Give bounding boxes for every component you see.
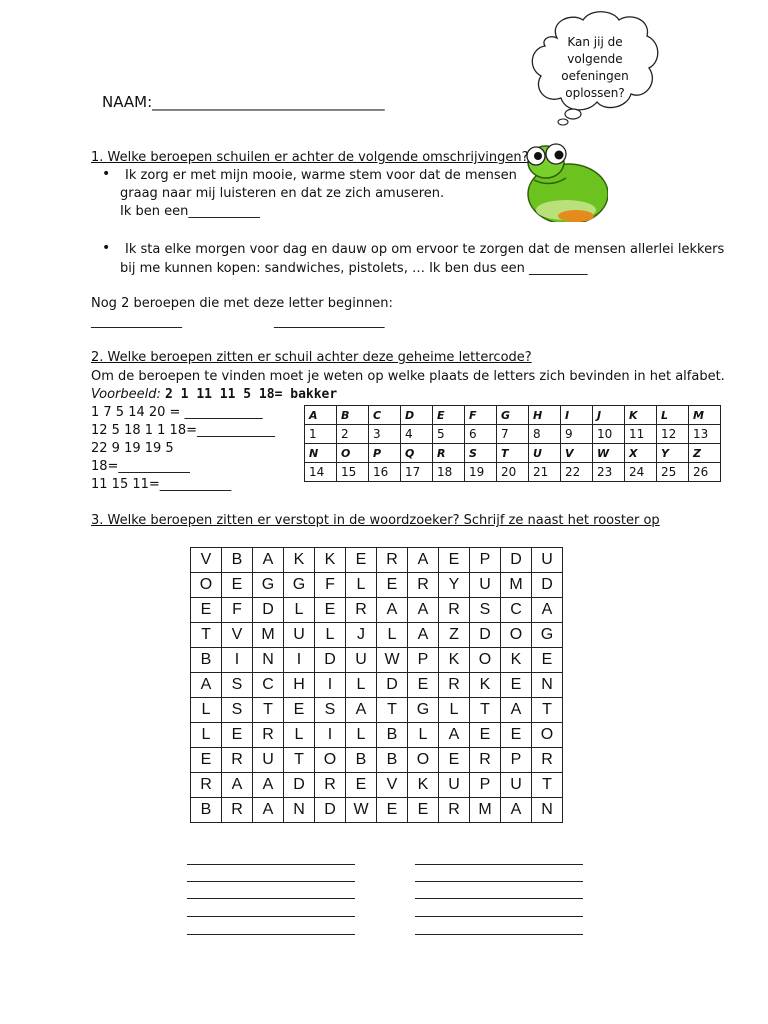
answer-line[interactable]	[187, 934, 355, 935]
grid-cell[interactable]: G	[408, 698, 439, 723]
grid-cell[interactable]: L	[315, 623, 346, 648]
grid-cell[interactable]: G	[532, 623, 563, 648]
grid-cell[interactable]: D	[532, 573, 563, 598]
grid-cell[interactable]: B	[377, 723, 408, 748]
grid-cell[interactable]: P	[408, 648, 439, 673]
grid-cell[interactable]: U	[501, 773, 532, 798]
grid-cell[interactable]: R	[222, 798, 253, 823]
alphabet-letter-cell: V	[561, 444, 593, 463]
grid-cell[interactable]: K	[408, 773, 439, 798]
grid-cell[interactable]: E	[315, 598, 346, 623]
grid-cell[interactable]: M	[470, 798, 501, 823]
q2-code-3-answer[interactable]: 18=___________	[91, 459, 190, 474]
grid-cell[interactable]: D	[377, 673, 408, 698]
grid-cell[interactable]: O	[191, 573, 222, 598]
alphabet-number-cell: 12	[657, 425, 689, 444]
alphabet-letter-cell: O	[337, 444, 369, 463]
grid-cell[interactable]: E	[222, 573, 253, 598]
grid-cell[interactable]: N	[253, 648, 284, 673]
grid-cell[interactable]: J	[346, 623, 377, 648]
alphabet-number-cell: 18	[433, 463, 465, 482]
grid-cell[interactable]: A	[501, 698, 532, 723]
alphabet-number-cell: 14	[305, 463, 337, 482]
alphabet-letter-cell: H	[529, 406, 561, 425]
alphabet-row-letters-1	[305, 406, 721, 425]
alphabet-number-cell: 13	[689, 425, 721, 444]
alphabet-letter-cell: K	[625, 406, 657, 425]
alphabet-letter-cell: R	[433, 444, 465, 463]
grid-cell[interactable]: H	[284, 673, 315, 698]
grid-row	[191, 623, 563, 648]
grid-cell[interactable]: V	[191, 548, 222, 573]
grid-cell[interactable]: V	[377, 773, 408, 798]
grid-row	[191, 748, 563, 773]
grid-cell[interactable]: E	[284, 698, 315, 723]
grid-cell[interactable]: D	[284, 773, 315, 798]
alphabet-number-cell: 7	[497, 425, 529, 444]
alphabet-number-cell: 1	[305, 425, 337, 444]
grid-row	[191, 798, 563, 823]
alphabet-letter-cell: E	[433, 406, 465, 425]
grid-cell[interactable]: E	[501, 723, 532, 748]
alphabet-number-cell: 26	[689, 463, 721, 482]
grid-cell[interactable]: A	[408, 623, 439, 648]
alphabet-number-cell: 10	[593, 425, 625, 444]
alphabet-row-numbers-2	[305, 463, 721, 482]
answer-line[interactable]	[187, 864, 355, 865]
grid-cell[interactable]: P	[501, 748, 532, 773]
grid-cell[interactable]: G	[284, 573, 315, 598]
grid-cell[interactable]: T	[532, 773, 563, 798]
alphabet-letter-cell: X	[625, 444, 657, 463]
word-search-grid	[190, 547, 563, 823]
grid-cell[interactable]: U	[439, 773, 470, 798]
grid-cell[interactable]: O	[532, 723, 563, 748]
grid-cell[interactable]: B	[346, 748, 377, 773]
alphabet-letter-cell: Y	[657, 444, 689, 463]
grid-cell[interactable]: T	[377, 698, 408, 723]
q2-code-1[interactable]: 1 7 5 14 20 = ____________	[91, 405, 263, 420]
answer-line[interactable]	[187, 916, 355, 917]
alphabet-letter-cell: B	[337, 406, 369, 425]
grid-cell[interactable]: P	[470, 548, 501, 573]
grid-cell[interactable]: O	[315, 748, 346, 773]
grid-cell[interactable]: L	[377, 623, 408, 648]
grid-cell[interactable]: R	[439, 798, 470, 823]
grid-row	[191, 598, 563, 623]
grid-cell[interactable]: E	[191, 598, 222, 623]
alphabet-number-cell: 11	[625, 425, 657, 444]
grid-cell[interactable]: E	[439, 748, 470, 773]
answer-line[interactable]	[415, 916, 583, 917]
grid-cell[interactable]: U	[470, 573, 501, 598]
grid-row	[191, 648, 563, 673]
grid-row	[191, 673, 563, 698]
grid-cell[interactable]: L	[346, 573, 377, 598]
alphabet-number-cell: 20	[497, 463, 529, 482]
q2-example	[91, 387, 337, 402]
grid-cell[interactable]: T	[532, 698, 563, 723]
q1-extra-answer-1[interactable]: ______________	[91, 314, 182, 329]
grid-cell[interactable]: E	[408, 798, 439, 823]
grid-cell[interactable]: L	[284, 598, 315, 623]
alphabet-number-cell: 16	[369, 463, 401, 482]
grid-cell[interactable]: N	[532, 798, 563, 823]
grid-cell[interactable]: A	[439, 723, 470, 748]
answer-line[interactable]	[415, 864, 583, 865]
q2-example-code: 2 1 11 11 5 18= bakker	[165, 387, 338, 402]
grid-cell[interactable]: E	[532, 648, 563, 673]
grid-cell[interactable]: O	[470, 648, 501, 673]
q1-extra-label: Nog 2 beroepen die met deze letter beginnen:	[91, 296, 393, 311]
grid-row	[191, 548, 563, 573]
q1-bullet1-line2: graag naar mij luisteren en dat ze zich amuseren.	[120, 186, 445, 201]
alphabet-number-cell: 8	[529, 425, 561, 444]
name-field[interactable]: NAAM:_______________________________	[102, 93, 385, 111]
grid-cell[interactable]: B	[222, 548, 253, 573]
grid-cell[interactable]: R	[253, 723, 284, 748]
q1-extra-answer-2[interactable]: _________________	[274, 314, 385, 329]
bullet-icon: •	[102, 240, 111, 256]
grid-cell[interactable]: R	[470, 748, 501, 773]
question-3-title: 3. Welke beroepen zitten er verstopt in de woordzoeker? Schrijf ze naast het rooster op	[91, 513, 660, 528]
grid-cell[interactable]: I	[315, 723, 346, 748]
grid-cell[interactable]: D	[315, 648, 346, 673]
alphabet-letter-cell: M	[689, 406, 721, 425]
grid-cell[interactable]: F	[315, 573, 346, 598]
grid-cell[interactable]: A	[408, 548, 439, 573]
alphabet-letter-cell: W	[593, 444, 625, 463]
grid-cell[interactable]: L	[346, 673, 377, 698]
grid-cell[interactable]: N	[532, 673, 563, 698]
thought-bubble-text: Kan jij de volgende oefeningen oplossen?	[561, 35, 629, 100]
grid-cell[interactable]: K	[284, 548, 315, 573]
grid-cell[interactable]: B	[377, 748, 408, 773]
answer-line[interactable]	[187, 898, 355, 899]
grid-cell[interactable]: G	[253, 573, 284, 598]
q2-code-4[interactable]: 11 15 11=___________	[91, 477, 232, 492]
alphabet-letter-cell: D	[401, 406, 433, 425]
grid-cell[interactable]: R	[222, 748, 253, 773]
grid-row	[191, 773, 563, 798]
alphabet-number-cell: 19	[465, 463, 497, 482]
bullet-icon: •	[102, 166, 111, 182]
grid-cell[interactable]: S	[315, 698, 346, 723]
question-2-title: 2. Welke beroepen zitten er schuil achter deze geheime lettercode?	[91, 350, 532, 365]
grid-cell[interactable]: E	[222, 723, 253, 748]
grid-cell[interactable]: U	[253, 748, 284, 773]
alphabet-number-cell: 3	[369, 425, 401, 444]
grid-cell[interactable]: D	[470, 623, 501, 648]
grid-cell[interactable]: A	[346, 698, 377, 723]
grid-cell[interactable]: A	[253, 798, 284, 823]
grid-cell[interactable]: O	[408, 748, 439, 773]
grid-cell[interactable]: I	[315, 673, 346, 698]
grid-cell[interactable]: Z	[439, 623, 470, 648]
alphabet-table	[304, 405, 721, 482]
alphabet-letter-cell: A	[305, 406, 337, 425]
grid-cell[interactable]: A	[377, 598, 408, 623]
q2-example-label: Voorbeeld:	[91, 387, 161, 402]
grid-cell[interactable]: E	[439, 548, 470, 573]
grid-cell[interactable]: L	[439, 698, 470, 723]
grid-cell[interactable]: I	[284, 648, 315, 673]
question-1-title: 1. Welke beroepen schuilen er achter de volgende omschrijvingen?	[91, 150, 529, 165]
grid-cell[interactable]: A	[532, 598, 563, 623]
grid-cell[interactable]: B	[191, 798, 222, 823]
grid-cell[interactable]: S	[222, 698, 253, 723]
alphabet-letter-cell: C	[369, 406, 401, 425]
grid-cell[interactable]: A	[253, 548, 284, 573]
grid-cell[interactable]: M	[501, 573, 532, 598]
grid-cell[interactable]: E	[408, 673, 439, 698]
grid-cell[interactable]: R	[439, 598, 470, 623]
alphabet-number-cell: 4	[401, 425, 433, 444]
alphabet-letter-cell: Z	[689, 444, 721, 463]
alphabet-number-cell: 6	[465, 425, 497, 444]
q2-instruction: Om de beroepen te vinden moet je weten op welke plaats de letters zich bevinden in het alfabet.	[91, 369, 725, 384]
grid-cell[interactable]: E	[346, 773, 377, 798]
alphabet-number-cell: 5	[433, 425, 465, 444]
grid-cell[interactable]: C	[501, 598, 532, 623]
grid-cell[interactable]: B	[191, 648, 222, 673]
grid-cell[interactable]: V	[222, 623, 253, 648]
alphabet-letter-cell: S	[465, 444, 497, 463]
alphabet-number-cell: 2	[337, 425, 369, 444]
grid-cell[interactable]: R	[191, 773, 222, 798]
grid-cell[interactable]: N	[284, 798, 315, 823]
grid-cell[interactable]: R	[346, 598, 377, 623]
grid-cell[interactable]: R	[408, 573, 439, 598]
grid-row	[191, 723, 563, 748]
grid-cell[interactable]: E	[501, 673, 532, 698]
grid-cell[interactable]: R	[315, 773, 346, 798]
grid-cell[interactable]: M	[253, 623, 284, 648]
grid-cell[interactable]: A	[253, 773, 284, 798]
q2-code-2[interactable]: 12 5 18 1 1 18=____________	[91, 423, 275, 438]
alphabet-letter-cell: L	[657, 406, 689, 425]
answer-line[interactable]	[415, 881, 583, 882]
grid-cell[interactable]: L	[408, 723, 439, 748]
grid-cell[interactable]: A	[191, 673, 222, 698]
answer-line[interactable]	[415, 934, 583, 935]
grid-cell[interactable]: U	[346, 648, 377, 673]
alphabet-number-cell: 25	[657, 463, 689, 482]
q1-answer-1[interactable]: Ik ben een___________	[120, 204, 260, 219]
alphabet-letter-cell: I	[561, 406, 593, 425]
grid-cell[interactable]: O	[501, 623, 532, 648]
grid-cell[interactable]: S	[222, 673, 253, 698]
alphabet-letter-cell: T	[497, 444, 529, 463]
grid-row	[191, 573, 563, 598]
grid-cell[interactable]: D	[501, 548, 532, 573]
grid-cell[interactable]: A	[222, 773, 253, 798]
alphabet-number-cell: 17	[401, 463, 433, 482]
alphabet-letter-cell: P	[369, 444, 401, 463]
grid-cell[interactable]: E	[470, 723, 501, 748]
grid-cell[interactable]: T	[470, 698, 501, 723]
grid-cell[interactable]: L	[191, 723, 222, 748]
grid-row	[191, 698, 563, 723]
grid-cell[interactable]: L	[284, 723, 315, 748]
grid-cell[interactable]: K	[470, 673, 501, 698]
grid-cell[interactable]: L	[346, 723, 377, 748]
grid-cell[interactable]: W	[377, 648, 408, 673]
grid-cell[interactable]: P	[470, 773, 501, 798]
grid-cell[interactable]: R	[439, 673, 470, 698]
grid-cell[interactable]: E	[377, 798, 408, 823]
grid-cell[interactable]: D	[253, 598, 284, 623]
alphabet-letter-cell: J	[593, 406, 625, 425]
grid-cell[interactable]: U	[284, 623, 315, 648]
alphabet-number-cell: 21	[529, 463, 561, 482]
grid-cell[interactable]: I	[222, 648, 253, 673]
grid-cell[interactable]: L	[191, 698, 222, 723]
alphabet-number-cell: 24	[625, 463, 657, 482]
alphabet-letter-cell: N	[305, 444, 337, 463]
q1-answer-2[interactable]: bij me kunnen kopen: sandwiches, pistolets, … Ik ben dus een _________	[120, 261, 588, 276]
grid-cell[interactable]: R	[532, 748, 563, 773]
q1-bullet2-line1: Ik sta elke morgen voor dag en dauw op om ervoor te zorgen dat de mensen allerlei lekkers	[125, 242, 725, 257]
grid-cell[interactable]: K	[315, 548, 346, 573]
grid-cell[interactable]: T	[191, 623, 222, 648]
alphabet-number-cell: 22	[561, 463, 593, 482]
alphabet-letter-cell: Q	[401, 444, 433, 463]
grid-cell[interactable]: S	[470, 598, 501, 623]
grid-cell[interactable]: D	[315, 798, 346, 823]
answer-line[interactable]	[415, 898, 583, 899]
alphabet-letter-cell: F	[465, 406, 497, 425]
grid-cell[interactable]: W	[346, 798, 377, 823]
answer-line[interactable]	[187, 881, 355, 882]
grid-cell[interactable]: E	[377, 573, 408, 598]
q2-code-3: 22 9 19 19 5	[91, 441, 174, 456]
grid-cell[interactable]: E	[191, 748, 222, 773]
alphabet-number-cell: 15	[337, 463, 369, 482]
grid-cell[interactable]: R	[377, 548, 408, 573]
grid-cell[interactable]: E	[346, 548, 377, 573]
frog-illustration	[516, 126, 608, 222]
alphabet-row-numbers-1	[305, 425, 721, 444]
grid-cell[interactable]: U	[532, 548, 563, 573]
alphabet-number-cell: 23	[593, 463, 625, 482]
grid-cell[interactable]: K	[501, 648, 532, 673]
grid-cell[interactable]: T	[284, 748, 315, 773]
grid-cell[interactable]: C	[253, 673, 284, 698]
grid-cell[interactable]: A	[501, 798, 532, 823]
grid-cell[interactable]: K	[439, 648, 470, 673]
alphabet-row-letters-2	[305, 444, 721, 463]
alphabet-letter-cell: G	[497, 406, 529, 425]
grid-cell[interactable]: T	[253, 698, 284, 723]
q1-bullet1-line1: Ik zorg er met mijn mooie, warme stem voor dat de mensen	[125, 168, 517, 183]
grid-cell[interactable]: Y	[439, 573, 470, 598]
grid-cell[interactable]: F	[222, 598, 253, 623]
grid-cell[interactable]: A	[408, 598, 439, 623]
alphabet-letter-cell: U	[529, 444, 561, 463]
alphabet-number-cell: 9	[561, 425, 593, 444]
